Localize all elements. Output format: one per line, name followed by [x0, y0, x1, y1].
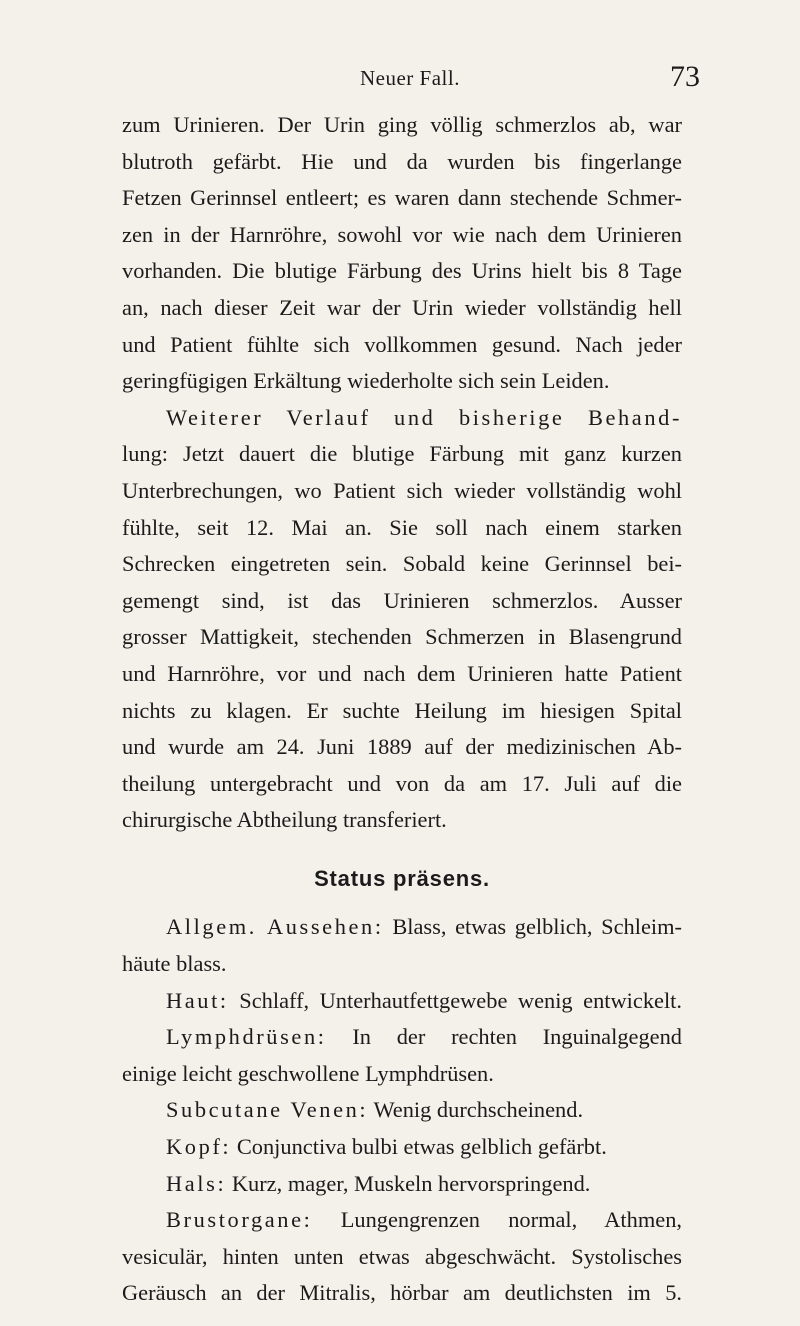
- text-line: blutroth gefärbt. Hie und da wurden bis fingerlange: [122, 148, 682, 174]
- text-line: und Harnröhre, vor und nach dem Urinieren hatte Patient: [122, 660, 682, 686]
- text-line: lung: Jetzt dauert die blutige Färbung mit ganz kurzen: [122, 441, 682, 467]
- text-line: Schrecken eingetreten sein. Sobald keine Gerinnsel bei-: [122, 551, 682, 577]
- status-text: Wenig durchscheinend.: [368, 1097, 584, 1123]
- status-label: Brustorgane:: [166, 1207, 313, 1233]
- text-line: zen in der Harnröhre, sowohl vor wie nach dem Urinieren: [122, 221, 682, 247]
- status-entry-first-line: [122, 909, 682, 946]
- text-line: gemengt sind, ist das Urinieren schmerzlos. Ausser: [122, 587, 682, 613]
- text-line: theilung untergebracht und von da am 17. Juli auf die: [122, 770, 682, 796]
- text-line: chirurgische Abtheilung transferiert.: [122, 807, 447, 833]
- running-head: [120, 60, 700, 100]
- section-label-verlauf: Weiterer Verlauf und bisherige Behand-: [166, 404, 682, 430]
- body-text: [122, 107, 682, 1312]
- running-title: Neuer Fall.: [360, 66, 460, 90]
- text-line: zum Urinieren. Der Urin ging völlig schmerzlos ab, war: [122, 112, 682, 137]
- status-entry-first-line: [122, 1166, 682, 1203]
- status-entry-first-line: [122, 1129, 682, 1166]
- status-label: Haut:: [166, 987, 229, 1013]
- status-entry-first-line: [122, 1092, 682, 1129]
- status-entry-first-line: [122, 1019, 682, 1056]
- status-text: Kurz, mager, Muskeln hervorspringend.: [226, 1170, 591, 1196]
- text-line: einige leicht geschwollene Lymphdrüsen.: [122, 1060, 494, 1086]
- text-line: Geräusch an der Mitralis, hörbar am deutlichsten im 5.: [122, 1280, 682, 1306]
- text-line: vorhanden. Die blutige Färbung des Urins hielt bis 8 Tage: [122, 258, 682, 284]
- text-line: vesiculär, hinten unten etwas abgeschwächt. Systolisches: [122, 1243, 682, 1269]
- status-text: In der rechten Inguinalgegend: [326, 1024, 682, 1050]
- text-line: fühlte, seit 12. Mai an. Sie soll nach einem starken: [122, 514, 682, 540]
- text-line: an, nach dieser Zeit war der Urin wieder vollständig hell: [122, 294, 682, 320]
- page-number: 73: [670, 60, 700, 93]
- paragraph-course: [122, 400, 682, 839]
- status-text: Conjunctiva bulbi etwas gelblich gefärbt.: [231, 1134, 607, 1160]
- text-line: nichts zu klagen. Er suchte Heilung im hiesigen Spital: [122, 697, 682, 723]
- text-line: häute blass.: [122, 951, 227, 977]
- status-text: Blass, etwas gelblich, Schleim-: [383, 914, 682, 940]
- status-label: Lymphdrüsen:: [166, 1024, 327, 1050]
- text-line: und wurde am 24. Juni 1889 auf der medizinischen Ab-: [122, 734, 682, 760]
- paragraph-history: [122, 107, 682, 400]
- status-label: Kopf:: [166, 1134, 232, 1160]
- status-entry-first-line: [122, 983, 682, 1020]
- text-line: Fetzen Gerinnsel entleert; es waren dann stechende Schmer-: [122, 185, 682, 211]
- section-heading-status: Status präsens.: [314, 865, 490, 891]
- status-entry-first-line: [122, 1202, 682, 1239]
- text-line: und Patient fühlte sich vollkommen gesund. Nach jeder: [122, 331, 682, 357]
- status-label: Allgem. Aussehen:: [166, 914, 384, 940]
- text-line: grosser Mattigkeit, stechenden Schmerzen in Blasengrund: [122, 624, 682, 650]
- status-list: [122, 909, 682, 1312]
- status-label: Hals:: [166, 1170, 227, 1196]
- text-line: Unterbrechungen, wo Patient sich wieder vollständig wohl: [122, 477, 682, 503]
- status-label: Subcutane Venen:: [166, 1097, 369, 1123]
- status-text: Schlaff, Unterhautfettgewebe wenig entwickelt.: [228, 987, 682, 1013]
- text-line: geringfügigen Erkältung wiederholte sich sein Leiden.: [122, 368, 610, 394]
- status-text: Lungengrenzen normal, Athmen,: [312, 1207, 682, 1233]
